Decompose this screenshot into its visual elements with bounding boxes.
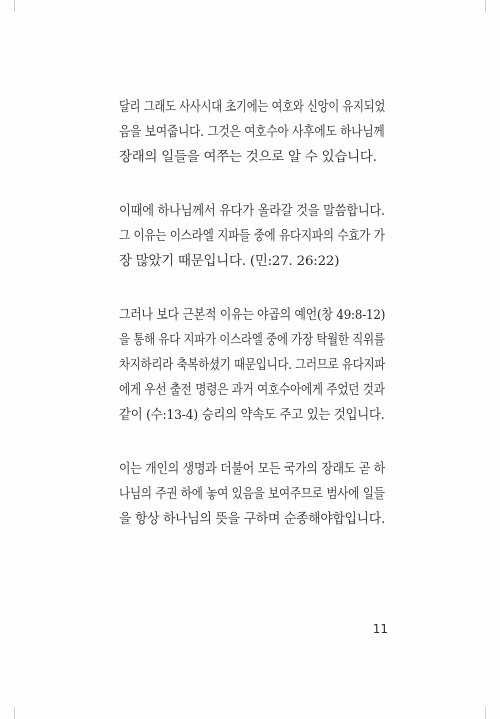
text-line: 그 이유는 이스라엘 지파들 중에 유다지파의 수효가 가	[119, 229, 385, 244]
text-line: 같이 (수:13-4) 승리의 약속도 주고 있는 것입니다.	[119, 408, 385, 423]
page-number: 11	[372, 622, 388, 636]
text-line: 음을 보여줍니다. 그것은 여호수아 사후에도 하나님께	[119, 125, 385, 140]
crop-mark	[14, 707, 15, 719]
paragraph	[119, 199, 385, 274]
text-line: 나님의 주권 하에 놓여 있음을 보여주므로 범사에 일들	[119, 487, 385, 502]
text-line: 차지하리라 축복하셨기 때문입니다. 그러므로 유다지파	[119, 358, 386, 373]
text-line: 이때에 하나님께서 유다가 올라갈 것을 말씀합니다.	[119, 204, 385, 219]
crop-mark	[14, 0, 15, 12]
body-text	[119, 95, 385, 532]
text-line: 이는 개인의 생명과 더불어 모든 국가의 장래도 곧 하	[119, 462, 386, 477]
text-line: 장 많았기 때문입니다. (민:27. 26:22)	[119, 254, 340, 269]
text-line: 에게 우선 출전 명령은 과거 여호수아에게 주었던 것과	[119, 383, 385, 398]
crop-mark	[485, 0, 486, 12]
text-line: 그러나 보다 근본적 이유는 야곱의 예언(창 49:8-12)	[119, 308, 386, 323]
paragraph	[119, 457, 385, 532]
crop-mark	[485, 707, 486, 719]
text-line: 을 통해 유다 지파가 이스라엘 중에 가장 탁월한 직위를	[119, 333, 385, 348]
text-line: 장래의 일들을 여쭈는 것으로 알 수 있습니다.	[119, 150, 377, 165]
text-line: 을 항상 하나님의 뜻을 구하며 순종해야합입니다.	[119, 512, 385, 527]
text-line: 달리 그래도 사사시대 초기에는 여호와 신앙이 유지되었	[119, 100, 386, 115]
paragraph	[119, 303, 385, 428]
paragraph	[119, 95, 385, 170]
